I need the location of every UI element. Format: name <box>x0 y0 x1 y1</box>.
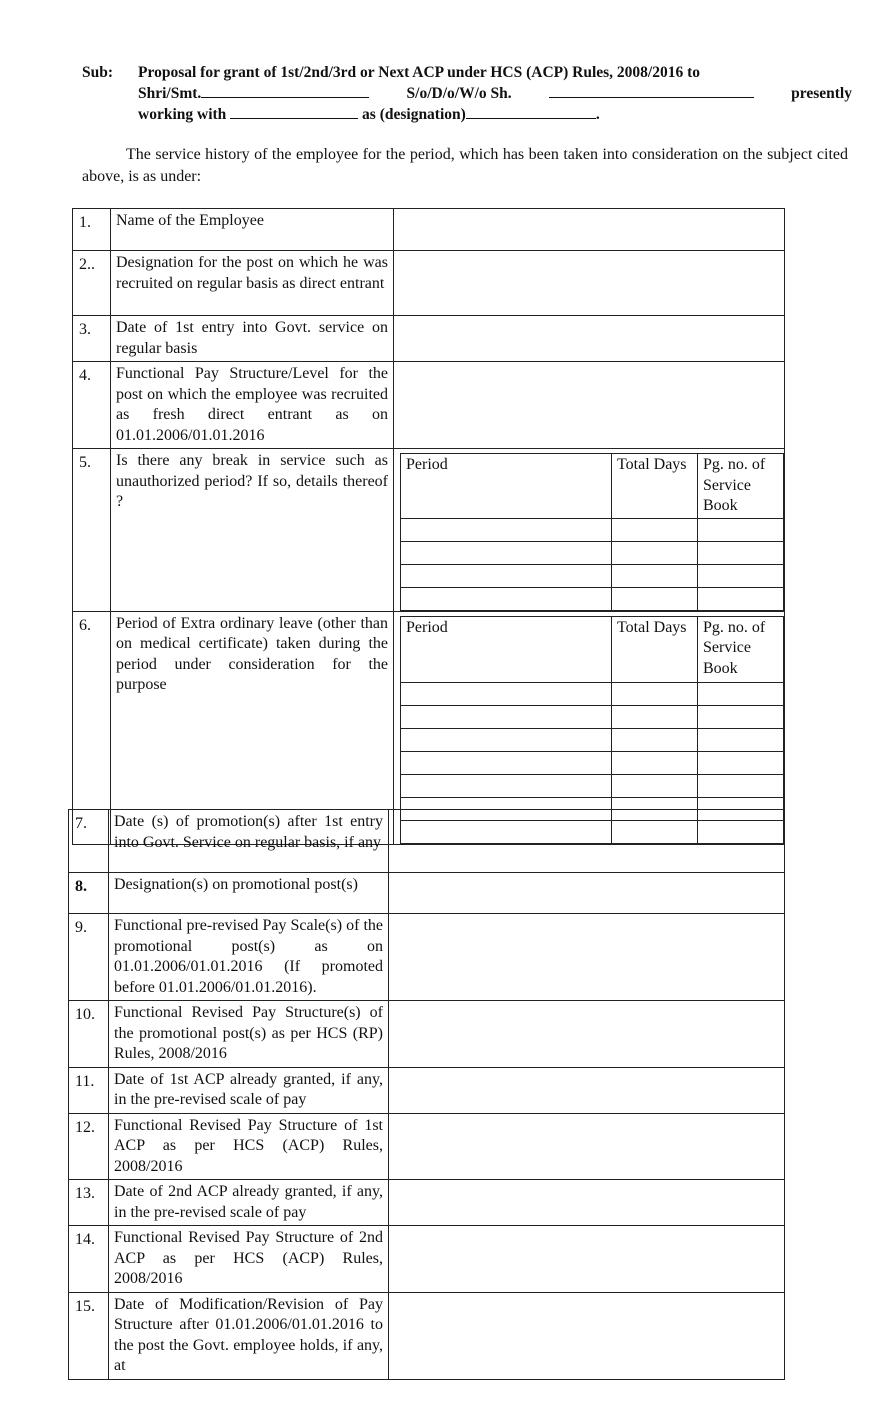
table-row <box>69 1292 785 1379</box>
total-days-header: Total Days <box>612 616 698 682</box>
entry-cell[interactable] <box>389 914 785 1001</box>
service-history-table-lower <box>68 809 785 1380</box>
table-row <box>73 449 785 612</box>
table-row <box>73 209 785 251</box>
entry-cell[interactable] <box>389 1001 785 1068</box>
entry-cell[interactable] <box>389 1113 785 1180</box>
period-mark: . <box>595 106 600 123</box>
row-number: 12. <box>69 1113 109 1180</box>
so-label: S/o/D/o/W/o Sh. <box>406 85 512 102</box>
presently-label: presently <box>791 85 852 102</box>
row-number: 14. <box>69 1226 109 1293</box>
row-label: Functional Revised Pay Structure of 1st ACP as per HCS (ACP) Rules, 2008/2016 <box>109 1113 389 1180</box>
subtable-row[interactable] <box>401 518 784 541</box>
entry-cell[interactable] <box>389 1226 785 1293</box>
subject-line-1: Proposal for grant of 1st/2nd/3rd or Next ACP under HCS (ACP) Rules, 2008/2016 to <box>138 64 701 81</box>
row-number: 5. <box>73 449 111 612</box>
row-label: Date of Modification/Revision of Pay Structure after 01.01.2006/01.01.2016 to the post the Govt. employee holds, if any, at <box>109 1292 389 1379</box>
break-subtable <box>400 453 784 611</box>
entry-cell[interactable] <box>389 1180 785 1226</box>
subtable-row[interactable] <box>401 564 784 587</box>
designation-label: as (designation) <box>362 106 466 123</box>
name-blank[interactable] <box>201 83 369 98</box>
row-number: 11. <box>69 1067 109 1113</box>
entry-cell[interactable] <box>389 810 785 873</box>
entry-cell[interactable] <box>389 873 785 914</box>
table-row <box>73 251 785 316</box>
row-number: 7. <box>69 810 109 873</box>
working-label: working with <box>138 106 227 123</box>
table-row <box>69 1067 785 1113</box>
row-number: 13. <box>69 1180 109 1226</box>
subtable-row[interactable] <box>401 728 784 751</box>
row-label: Date of 1st ACP already granted, if any, in the pre-revised scale of pay <box>109 1067 389 1113</box>
row-label: Name of the Employee <box>111 209 394 251</box>
row-label: Functional Pay Structure/Level for the post on which the employee was recruited as fresh direct entrant as on 01.01.2006/01.01.2016 <box>111 362 394 449</box>
row-number: 6. <box>73 611 111 844</box>
subtable-row[interactable] <box>401 541 784 564</box>
table-row <box>69 1113 785 1180</box>
entry-cell[interactable] <box>389 1292 785 1379</box>
period-header: Period <box>401 616 612 682</box>
row-label: Functional Revised Pay Structure(s) of the promotional post(s) as per HCS (RP) Rules, 2008/2016 <box>109 1001 389 1068</box>
pg-no-header: Pg. no. of Service Book <box>698 616 784 682</box>
table-row <box>69 1001 785 1068</box>
subtable-row[interactable] <box>401 587 784 610</box>
row-number: 1. <box>73 209 111 251</box>
row-number: 2.. <box>73 251 111 316</box>
pg-no-header: Pg. no. of Service Book <box>698 454 784 519</box>
entry-cell[interactable] <box>394 209 785 251</box>
row-number: 3. <box>73 316 111 362</box>
row-number: 10. <box>69 1001 109 1068</box>
break-details-cell <box>394 449 785 612</box>
subject-label: Sub: <box>82 64 114 81</box>
row-label: Functional pre-revised Pay Scale(s) of the promotional post(s) as on 01.01.2006/01.01.2016 (If promoted before 01.01.2006/01.01.2016). <box>109 914 389 1001</box>
table-row <box>73 316 785 362</box>
row-label: Designation(s) on promotional post(s) <box>109 873 389 914</box>
entry-cell[interactable] <box>394 316 785 362</box>
table-row <box>73 362 785 449</box>
intro-paragraph: The service history of the employee for the period, which has been taken into consideration on the subject cited above, is as under: <box>82 146 848 185</box>
subtable-row[interactable] <box>401 705 784 728</box>
shri-label: Shri/Smt. <box>138 85 202 102</box>
father-name-blank[interactable] <box>549 83 754 98</box>
row-number: 8. <box>69 873 109 914</box>
subtable-row[interactable] <box>401 751 784 774</box>
row-number: 9. <box>69 914 109 1001</box>
row-label: Designation for the post on which he was recruited on regular basis as direct entrant <box>111 251 394 316</box>
row-number: 15. <box>69 1292 109 1379</box>
entry-cell[interactable] <box>389 1067 785 1113</box>
designation-blank[interactable] <box>466 104 596 119</box>
service-history-table-upper <box>72 208 785 845</box>
entry-cell[interactable] <box>394 362 785 449</box>
row-label: Period of Extra ordinary leave (other than on medical certificate) taken during the period under consideration for the purpose <box>111 611 394 844</box>
total-days-header: Total Days <box>612 454 698 519</box>
row-number: 4. <box>73 362 111 449</box>
table-row <box>69 810 785 873</box>
row-label: Functional Revised Pay Structure of 2nd ACP as per HCS (ACP) Rules, 2008/2016 <box>109 1226 389 1293</box>
row-label: Date (s) of promotion(s) after 1st entry into Govt. Service on regular basis, if any <box>109 810 389 873</box>
office-blank[interactable] <box>230 104 358 119</box>
subtable-row[interactable] <box>401 682 784 705</box>
table-row <box>69 1226 785 1293</box>
entry-cell[interactable] <box>394 251 785 316</box>
row-label: Is there any break in service such as unauthorized period? If so, details thereof ? <box>111 449 394 612</box>
table-row <box>69 914 785 1001</box>
subject-block <box>82 62 852 125</box>
table-row <box>69 873 785 914</box>
period-header: Period <box>401 454 612 519</box>
row-label: Date of 2nd ACP already granted, if any, in the pre-revised scale of pay <box>109 1180 389 1226</box>
table-row <box>69 1180 785 1226</box>
row-label: Date of 1st entry into Govt. service on regular basis <box>111 316 394 362</box>
subtable-row[interactable] <box>401 774 784 797</box>
